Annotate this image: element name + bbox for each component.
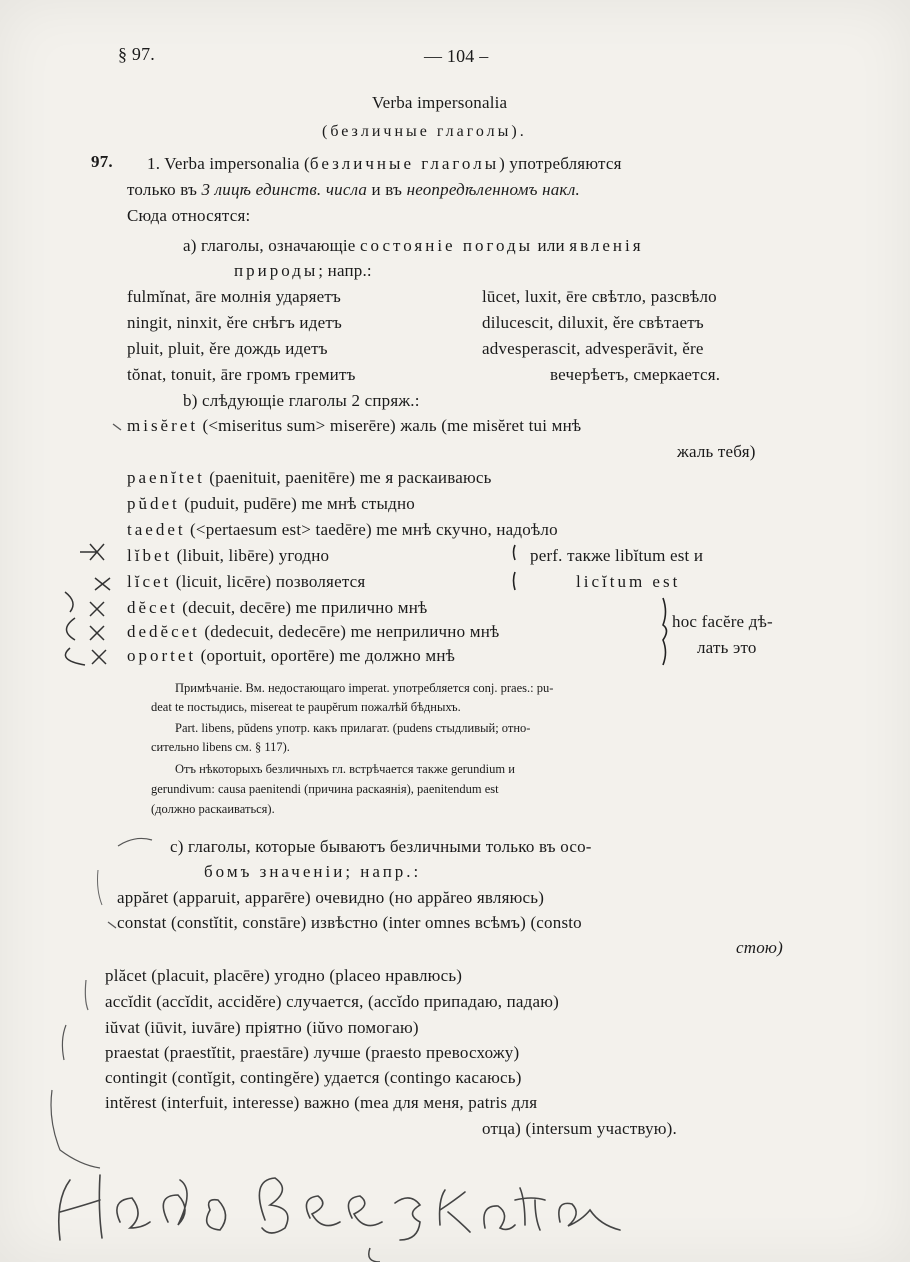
intro-line-3: Сюда относятся: [127,206,251,225]
verb-name: dĕcet [127,598,178,617]
special-verb-8: intĕrest (interfuit, interesse) важно (mea для меня, patris для [105,1093,538,1112]
weather-verb-right-4: вечерѣетъ, смеркается. [550,365,721,384]
verb-name: dedĕcet [127,622,200,641]
special-verb-5: iŭvat (iūvit, iuvāre) пріятно (iŭvo помогаю) [105,1018,419,1037]
special-verb-4: accĭdit (accĭdit, accidĕre) случается, (accĭdo припадаю, падаю) [105,992,560,1011]
intro-line-2 [127,180,580,200]
hoc-facere-line-1: hoc facĕre дѣ- [672,612,773,631]
verb-line-2: жаль тебя) [677,442,756,461]
verb-name: paenĭtet [127,468,205,487]
special-verb-3: plăcet (placuit, placēre) угодно (placeo нравлюсь) [105,966,463,985]
note-line-2: deat te постыдись, misereat te paupĕrum пожалѣй бѣдныхъ. [151,700,461,714]
intro-line-2-mid: и въ [367,180,407,199]
note-line-1: Примѣчаніе. Вм. недостающаго imperat. употребляется conj. praes.: pu- [175,681,554,695]
verb-name: taedet [127,520,186,539]
perf-note-line-1: perf. также libĭtum est и [530,546,704,565]
verb-line-9 [127,622,499,642]
page-number: — 104 – [424,46,489,66]
verb-line-10 [127,646,455,666]
verb-rest: (libuit, libēre) угодно [172,546,330,565]
section-a-line-1-mid: или [533,236,570,255]
weather-verb-left-2: ningit, ninxit, ěre снѣгъ идетъ [127,313,342,332]
note-line-5: Отъ нѣкоторыхъ безличныхъ гл. встрѣчается также gerundium и [175,762,515,776]
intro-line-1-spaced: безличные глаголы [309,154,500,173]
verb-line-7 [127,572,365,592]
intro-line-1-start: 1. Verba impersonalia ( [147,154,310,173]
special-verb-8-cont: отца) (intersum участвую). [482,1119,677,1138]
special-verb-2: constat (constĭtit, constāre) извѣстно (inter omnes всѣмъ) (consto [117,913,582,932]
verb-rest: (paenituit, paenitēre) me я раскаиваюсь [204,468,492,487]
verb-rest: (dedecuit, dedecēre) me неприлично мнѣ [199,622,500,641]
section-a-line-2 [234,261,372,281]
verb-line-4 [127,494,415,514]
special-verb-2-cont: стою) [736,938,783,957]
verb-line-8 [127,598,427,618]
verb-name: lĭcet [127,572,172,591]
weather-verb-left-4: tŏnat, tonuit, āre громъ гремитъ [127,365,356,384]
section-a-line-2-end: ; напр.: [318,261,372,280]
special-verb-6: praestat (praestĭtit, praestāre) лучше (praesto превосхожу) [105,1043,520,1062]
intro-line-1-end: ) употребляются [499,154,622,173]
special-verb-7: contingit (contĭgit, contingĕre) удается (contingo касаюсь) [105,1068,522,1087]
weather-verb-right-1: lūcet, luxit, ēre свѣтло, разсвѣло [482,287,717,306]
verb-line-3 [127,468,492,488]
note-line-4: сительно libens см. § 117). [151,740,290,754]
section-a-line-1-spaced-2: явленія [569,236,644,255]
note-line-6: gerundivum: causa paenitendi (причина раскаянія), paenitendum est [151,782,499,796]
intro-line-1 [147,154,622,174]
section-c-line-2: бомъ значеніи; напр.: [204,862,422,881]
note-line-7: (должно раскаиваться). [151,802,275,816]
verb-rest: (decuit, decēre) me прилично мнѣ [177,598,428,617]
verb-rest: (<pertaesum est> taedēre) me мнѣ скучно, надоѣло [185,520,558,539]
verb-name: lĭbet [127,546,173,565]
perf-note-line-2: licĭtum est [576,572,681,591]
verb-line-6 [127,546,329,566]
verb-rest: (licuit, licēre) позволяется [171,572,366,591]
verb-rest: (oportuit, oportēre) me должно мнѣ [196,646,456,665]
verb-rest: (<miseritus sum> miserēre) жаль (me misĕret tui мнѣ [198,416,582,435]
section-c-line-1: c) глаголы, которые бываютъ безличными только въ осо- [170,837,592,856]
note-line-3: Part. libens, pŭdens употр. какъ прилагат. (pudens стыдливый; отно- [175,721,531,735]
verb-name: pŭdet [127,494,180,513]
special-verb-1: appăret (apparuit, apparēre) очевидно (но appăreo являюсь) [117,888,545,907]
intro-line-2-ital1: 3 лицѣ единств. числа [201,180,368,199]
paragraph-number: 97. [91,152,113,171]
weather-verb-right-3: advesperascit, advesperāvit, ěre [482,339,704,358]
intro-line-2-ital2: неопредѣленномъ накл. [406,180,580,199]
weather-verb-right-2: dilucescit, diluxit, ěre свѣтаетъ [482,313,704,332]
page-title: Verba impersonalia [372,93,508,112]
verb-line-1 [127,416,581,436]
section-a-line-2-spaced: природы [234,261,319,280]
page-subtitle: (безличные глаголы). [322,123,527,140]
intro-line-2-start: только въ [127,180,202,199]
verb-line-5 [127,520,558,540]
section-b-heading: b) слѣдующіе глаголы 2 спряж.: [183,391,420,410]
verb-name: misĕret [127,416,199,435]
section-a-line-1-start: a) глаголы, означающіе [183,236,361,255]
verb-rest: (puduit, pudēre) me мнѣ стыдно [179,494,415,513]
weather-verb-left-3: pluit, pluit, ěre дождь идетъ [127,339,328,358]
section-marker: § 97. [118,44,155,64]
hoc-facere-line-2: лать это [697,638,757,657]
section-a-line-1-spaced: состояніе погоды [360,236,534,255]
section-a-line-1 [183,236,644,256]
verb-name: oportet [127,646,197,665]
weather-verb-left-1: fulmĭnat, āre молнія ударяетъ [127,287,342,306]
